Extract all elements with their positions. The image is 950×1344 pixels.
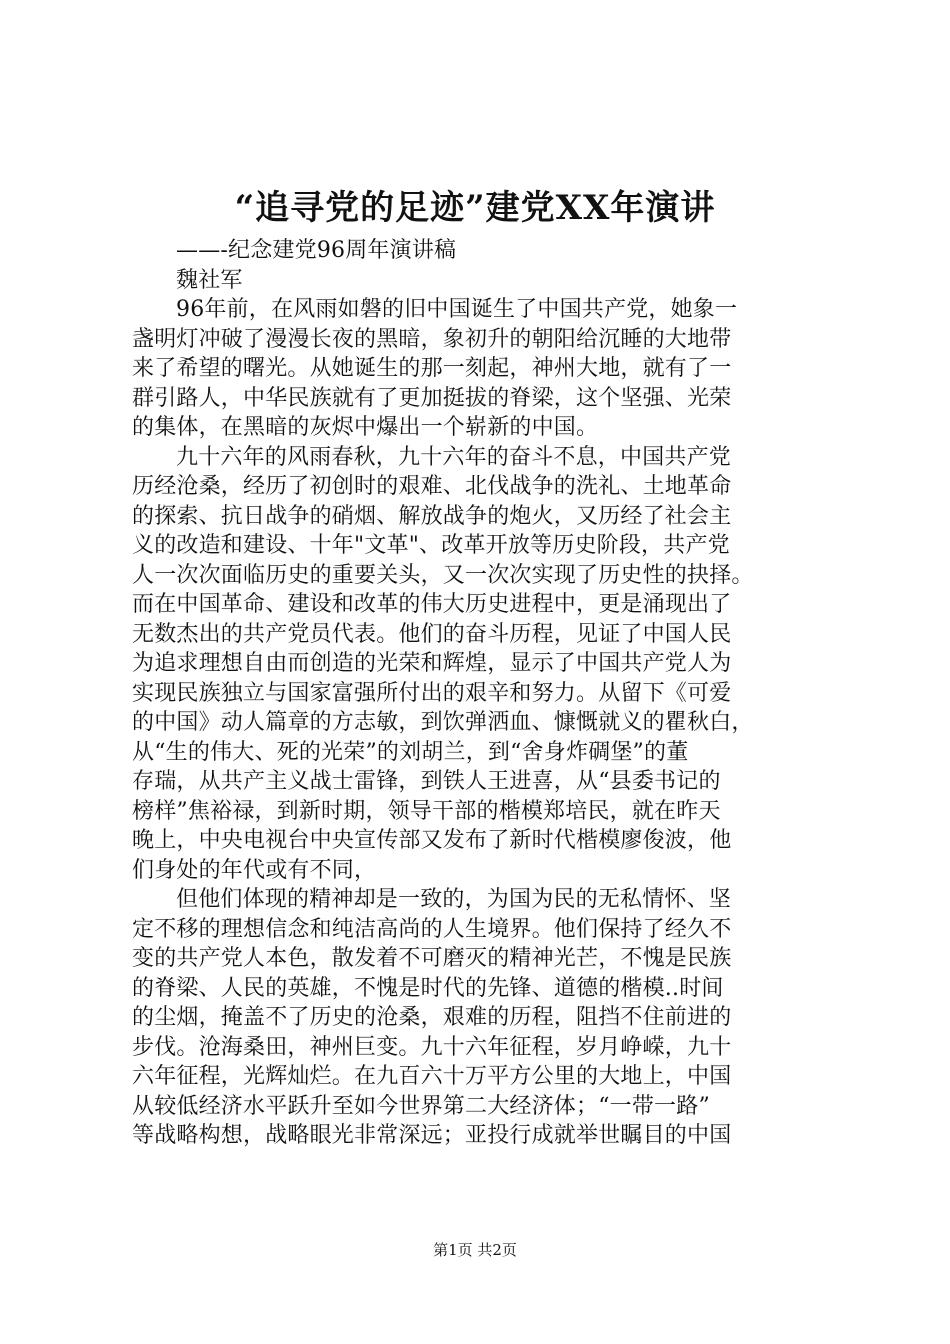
paragraph-2	[132, 443, 832, 886]
paragraph-line: 的集体，在黑暗的灰烬中爆出一个崭新的中国。	[132, 415, 599, 440]
author-name: 魏社军	[176, 267, 243, 293]
paragraph-line: 为追求理想自由而创造的光荣和辉煌，显示了中国共产党人为	[132, 651, 732, 676]
paragraph-line: 的探索、抗日战争的硝烟、解放战争的炮火，又历经了社会主	[132, 503, 732, 529]
document-body	[132, 236, 832, 1151]
paragraph-line: 步伐。沧海桑田，神州巨变。九十六年征程，岁月峥嵘，九十	[132, 1034, 732, 1060]
paragraph-1	[132, 295, 832, 443]
paragraph-line: 的中国》动人篇章的方志敏，到饮弹洒血、慷慨就义的瞿秋白，	[132, 710, 754, 735]
paragraph-line: 的尘烟，掩盖不了历史的沧桑，艰难的历程，阻挡不住前进的	[132, 1005, 732, 1030]
paragraph-line: 们身处的年代或有不同，	[132, 857, 377, 883]
paragraph-line: 的脊梁、人民的英雄，不愧是时代的先锋、道德的楷模..时间	[132, 975, 724, 1001]
paragraph-line: 但他们体现的精神却是一致的，为国为民的无私情怀、坚	[176, 887, 732, 912]
paragraph-line: 九十六年的风雨春秋，九十六年的奋斗不息，中国共产党	[176, 444, 732, 470]
paragraph-line: 无数杰出的共产党员代表。他们的奋斗历程，见证了中国人民	[132, 621, 732, 647]
paragraph-3	[132, 885, 832, 1151]
document-title: “追寻党的足迹”建党XX年演讲	[234, 188, 716, 228]
paragraph-line: 义的改造和建设、十年"文革"、改革开放等历史阶段，共产党	[132, 533, 730, 558]
paragraph-line: 来了希望的曙光。从她诞生的那一刻起，神州大地，就有了一	[132, 356, 732, 381]
paragraph-line: 等战略构想，战略眼光非常深远；亚投行成就举世瞩目的中国	[132, 1123, 732, 1148]
paragraph-line: 而在中国革命、建设和改革的伟大历史进程中，更是涌现出了	[132, 592, 732, 617]
paragraph-line: 历经沧桑，经历了初创时的艰难、北伐战争的洗礼、土地革命	[132, 474, 732, 499]
paragraph-line: 盏明灯冲破了漫漫长夜的黑暗，象初升的朝阳给沉睡的大地带	[132, 326, 732, 352]
page-number-footer: 第1页 共2页	[433, 1241, 517, 1259]
paragraph-line: 晚上，中央电视台中央宣传部又发布了新时代楷模廖俊波，他	[132, 828, 732, 853]
paragraph-line: 96年前，在风雨如磐的旧中国诞生了中国共产党，她象一	[176, 297, 738, 322]
paragraph-line: 存瑞，从共产主义战士雷锋，到铁人王进喜，从“县委书记的	[132, 769, 721, 794]
paragraph-line: 群引路人，中华民族就有了更加挺拔的脊梁，这个坚强、光荣	[132, 385, 732, 411]
paragraph-line: 从较低经济水平跃升至如今世界第二大经济体；“一带一路”	[132, 1093, 710, 1119]
paragraph-line: 六年征程，光辉灿烂。在九百六十万平方公里的大地上，中国	[132, 1064, 732, 1089]
paragraph-line: 实现民族独立与国家富强所付出的艰辛和努力。从留下《可爱	[132, 680, 732, 706]
paragraph-line: 人一次次面临历史的重要关头，又一次次实现了历史性的抉择。	[132, 562, 754, 588]
paragraph-line: 变的共产党人本色，散发着不可磨灭的精神光芒，不愧是民族	[132, 946, 732, 971]
paragraph-line: 榜样”焦裕禄，到新时期，领导干部的楷模郑培民，就在昨天	[132, 798, 721, 824]
paragraph-line: 从“生的伟大、死的光荣”的刘胡兰，到“舍身炸碉堡”的董	[132, 739, 689, 765]
subtitle: ——-纪念建党96周年演讲稿	[176, 238, 457, 263]
paragraph-line: 定不移的理想信念和纯洁高尚的人生境界。他们保持了经久不	[132, 916, 732, 942]
